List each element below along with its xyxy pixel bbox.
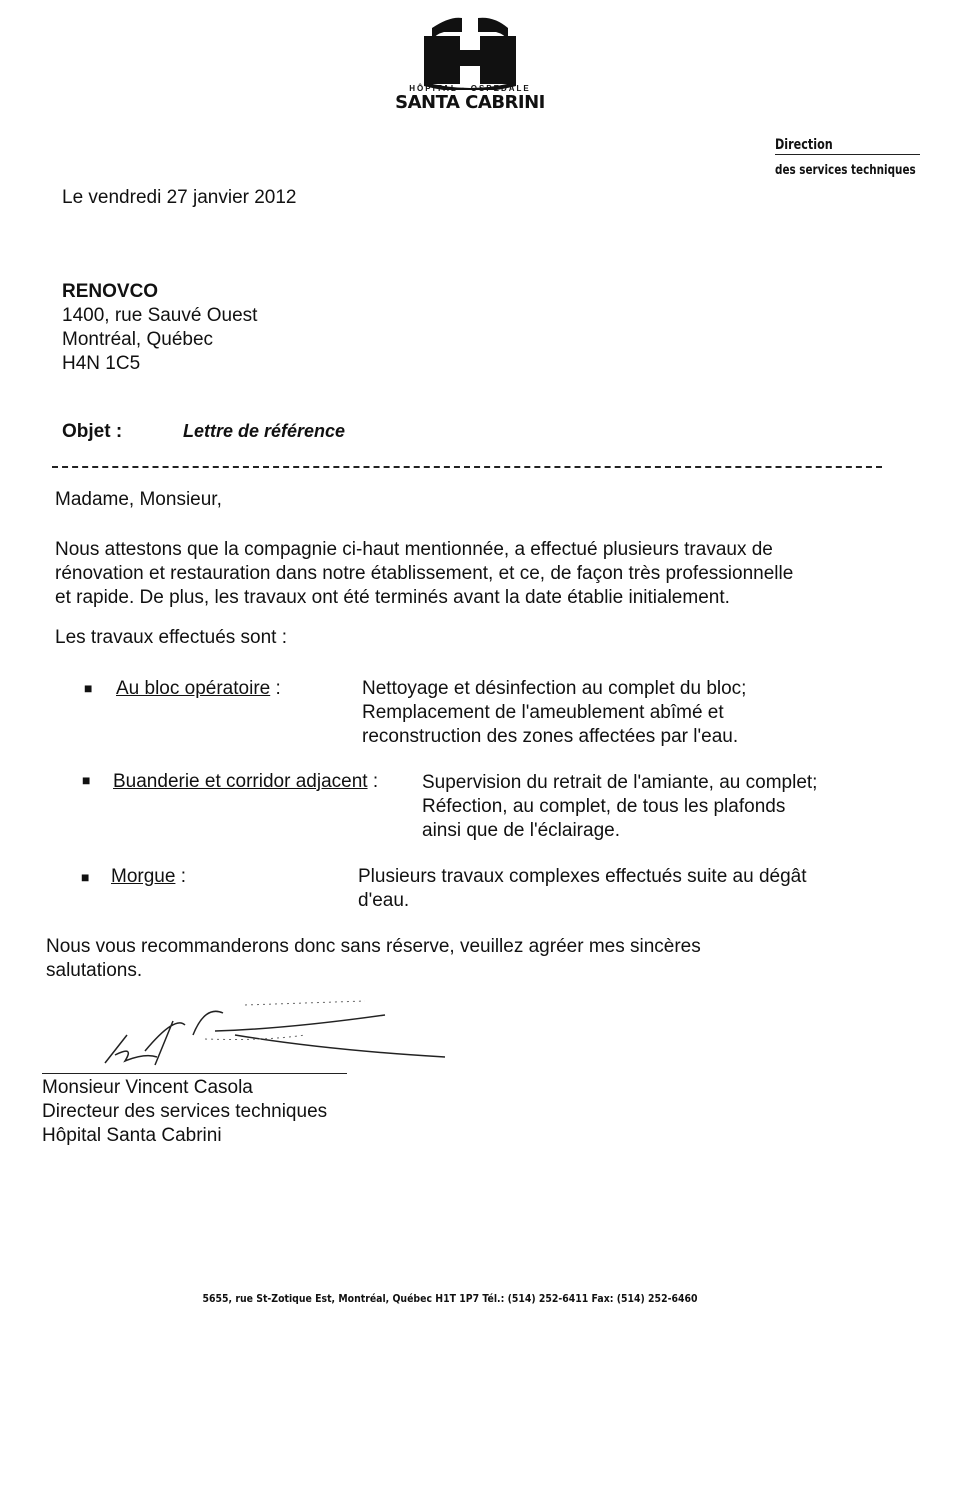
recipient-company: RENOVCO [62, 281, 159, 302]
handwritten-signature [85, 995, 455, 1075]
body-paragraph [55, 538, 885, 610]
item-line: Plusieurs travaux complexes effectués suite au dégât [358, 866, 807, 887]
item-description [358, 865, 878, 913]
item-label: Buanderie et corridor adjacent [113, 771, 368, 792]
hospital-cross-logo-icon [410, 10, 530, 90]
body-line: et rapide. De plus, les travaux ont été terminés avant la date établie initialement. [55, 587, 730, 608]
subject-divider [52, 466, 882, 468]
body-line: rénovation et restauration dans notre établissement, et ce, de façon très professionnelle [55, 563, 794, 584]
department-subtitle: des services techniques [775, 163, 916, 178]
item-label: Au bloc opératoire [116, 678, 271, 699]
item-description [362, 677, 746, 749]
bullet-icon: ■ [82, 772, 91, 788]
logo-name: SANTA CABRINI [395, 92, 545, 113]
footer-address: 5655, rue St-Zotique Est, Montréal, Québec H1T 1P7 Tél.: (514) 252-6411 Fax: (514) 252-6460 [202, 1292, 698, 1305]
item-separator: : [175, 866, 186, 887]
signature-block [42, 1076, 327, 1148]
closing-paragraph [46, 935, 806, 983]
closing-line: Nous vous recommanderons donc sans réserve, veuillez agréer mes sincères [46, 936, 701, 957]
item-line: Réfection, au complet, de tous les plafonds [422, 796, 786, 817]
item-description [422, 771, 817, 843]
item-label-wrapper [116, 677, 281, 701]
item-line: d'eau. [358, 890, 410, 911]
item-line: Remplacement de l'ameublement abîmé et [362, 702, 724, 723]
subject-label: Objet : [62, 421, 123, 442]
item-line: reconstruction des zones affectées par l'eau. [362, 726, 739, 747]
signer-organization: Hôpital Santa Cabrini [42, 1125, 222, 1146]
signer-name: Monsieur Vincent Casola [42, 1077, 253, 1098]
item-line: Nettoyage et désinfection au complet du bloc; [362, 678, 747, 699]
signer-title: Directeur des services techniques [42, 1101, 328, 1122]
letter-date: Le vendredi 27 janvier 2012 [62, 187, 297, 208]
greeting: Madame, Monsieur, [55, 489, 222, 510]
logo-subtitle: HÔPITAL · OSPEDALE [409, 84, 531, 93]
recipient-street: 1400, rue Sauvé Ouest [62, 305, 258, 326]
item-label-wrapper [113, 770, 378, 794]
recipient-city: Montréal, Québec [62, 329, 214, 350]
department-title: Direction [775, 137, 833, 153]
item-line: Supervision du retrait de l'amiante, au complet; [422, 772, 818, 793]
item-label: Morgue [111, 866, 176, 887]
item-separator: : [270, 678, 281, 699]
subject-text: Lettre de référence [183, 421, 346, 441]
body-line: Nous attestons que la compagnie ci-haut mentionnée, a effectué plusieurs travaux de [55, 539, 773, 560]
signature-line [42, 1073, 347, 1074]
item-label-wrapper [111, 865, 186, 889]
list-intro: Les travaux effectués sont : [55, 627, 288, 648]
item-separator: : [367, 771, 379, 792]
recipient-address [62, 280, 257, 376]
recipient-postal: H4N 1C5 [62, 353, 141, 374]
bullet-icon: ■ [81, 869, 90, 885]
item-line: ainsi que de l'éclairage. [422, 820, 620, 841]
bullet-icon: ■ [84, 680, 93, 696]
department-divider [775, 154, 920, 155]
closing-line: salutations. [46, 960, 143, 981]
